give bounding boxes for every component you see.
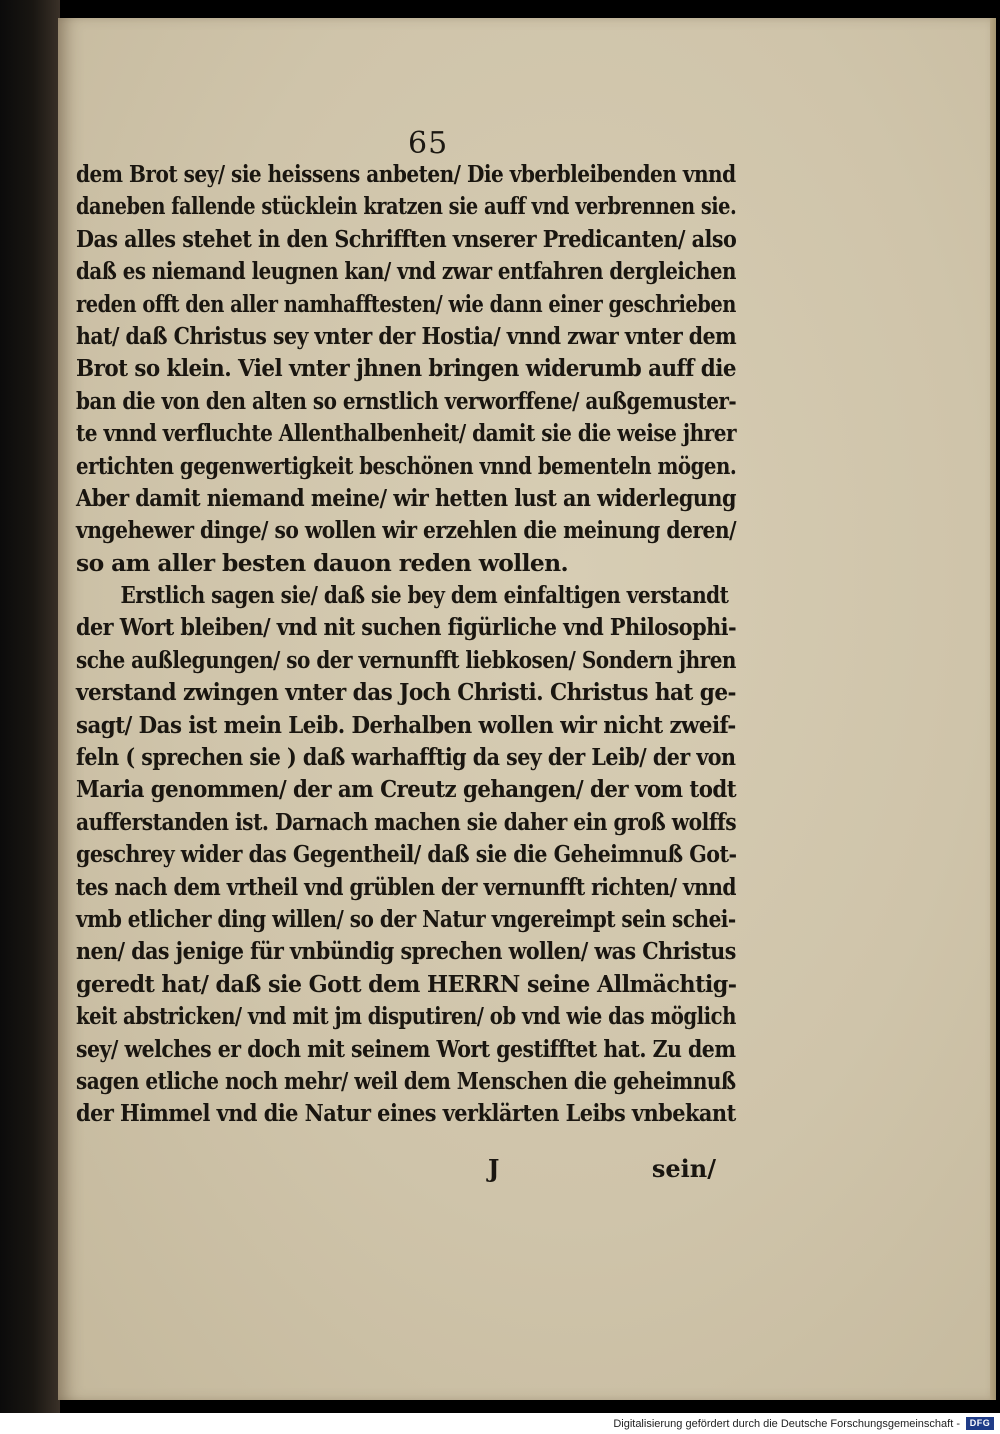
signature-mark: J [488, 1154, 500, 1183]
text-line: ertichten gegenwertigkeit beschönen vnnd bementeln mögen. [76, 451, 737, 480]
text-line: sey/ welches er doch mit seinem Wort gestifftet hat. Zu dem [76, 1034, 736, 1063]
book-page [58, 18, 996, 1400]
page-footer-row [76, 1154, 716, 1190]
text-line: reden offt den aller namhafftesten/ wie dann einer geschrieben [76, 289, 736, 318]
text-line: Maria genommen/ der am Creutz gehangen/ der vom todt [76, 775, 737, 804]
text-line: der Himmel vnd die Natur eines verklärten Leibs vnbekant [76, 1099, 736, 1128]
text-line: tes nach dem vrtheil vnd grüblen der vernunfft richten/ vnnd [76, 872, 736, 901]
text-line: Erstlich sagen sie/ daß sie bey dem einfaltigen verstandt [120, 581, 729, 610]
text-line: sagen etliche noch mehr/ weil dem Menschen die geheimnuß [76, 1066, 736, 1095]
text-line: keit abstricken/ vnd mit jm disputiren/ ob vnd wie das möglich [76, 1002, 736, 1031]
text-line: sche außlegungen/ so der vernunfft liebkosen/ Sondern jhren [76, 645, 736, 674]
text-line: hat/ daß Christus sey vnter der Hostia/ vnnd zwar vnter dem [76, 321, 737, 350]
page-number: 65 [408, 126, 449, 161]
page-text-block [76, 158, 766, 1130]
text-line: so am aller besten dauon reden wollen. [76, 548, 569, 577]
text-line: Brot so klein. Viel vnter jhnen bringen widerumb auff die [76, 354, 736, 383]
text-line: daneben fallende stücklein kratzen sie auff vnd verbrennen sie. [76, 192, 737, 221]
text-line: vmb etlicher ding willen/ so der Natur vngereimpt sein schei- [76, 904, 736, 933]
text-line: Aber damit niemand meine/ wir hetten lust an widerlegung [76, 483, 736, 512]
text-line: te vnnd verfluchte Allenthalbenheit/ damit sie die weise jhrer [76, 419, 737, 448]
page-edge [990, 18, 996, 1400]
text-line: sagt/ Das ist mein Leib. Derhalben wollen wir nicht zweif- [76, 710, 736, 739]
book-gutter [0, 0, 60, 1413]
text-line: geschrey wider das Gegentheil/ daß sie die Geheimnuß Got- [76, 840, 737, 869]
text-line: Das alles stehet in den Schrifften vnserer Predicanten/ also [76, 224, 737, 253]
dfg-logo[interactable]: DFG [966, 1417, 994, 1430]
text-line: feln ( sprechen sie ) daß warhafftig da sey der Leib/ der von [76, 743, 736, 772]
text-line: ban die von den alten so ernstlich verworffene/ außgemuster- [76, 386, 737, 415]
text-line: vngehewer dinge/ so wollen wir erzehlen die meinung deren/ [76, 516, 736, 545]
funding-credit: Digitalisierung gefördert durch die Deutsche Forschungsgemeinschaft - [613, 1418, 960, 1430]
text-line: nen/ das jenige für vnbündig sprechen wollen/ was Christus [76, 937, 736, 966]
text-line: der Wort bleiben/ vnd nit suchen figürliche vnd Philosophi- [76, 613, 737, 642]
text-line: aufferstanden ist. Darnach machen sie daher ein groß wolffs [76, 807, 737, 836]
catchword: sein/ [651, 1154, 716, 1183]
credit-bar [0, 1413, 1000, 1434]
text-line: geredt hat/ daß sie Gott dem HERRN seine Allmächtig- [76, 969, 737, 998]
text-line: verstand zwingen vnter das Joch Christi. Christus hat ge- [76, 678, 736, 707]
text-line: dem Brot sey/ sie heissens anbeten/ Die vberbleibenden vnnd [76, 160, 736, 188]
text-line: daß es niemand leugnen kan/ vnd zwar entfahren dergleichen [76, 257, 736, 286]
